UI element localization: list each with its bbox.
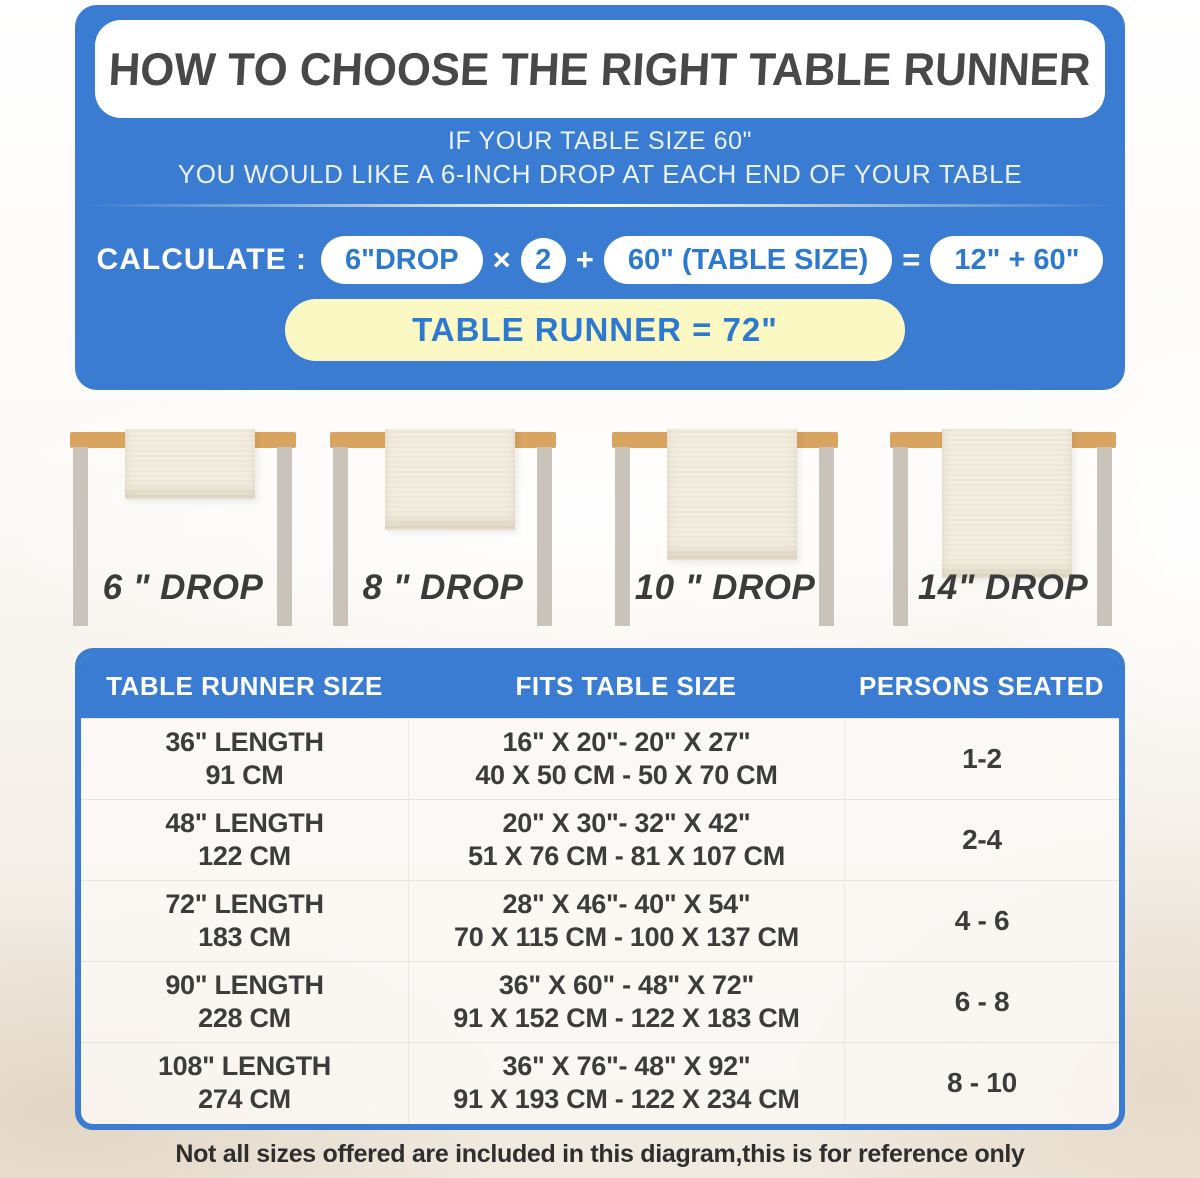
fits-cm: 40 X 50 CM - 50 X 70 CM: [475, 760, 778, 790]
runner-inches: 108" LENGTH: [157, 1051, 331, 1082]
equals-operator: =: [902, 242, 921, 277]
fits-size-cell: [408, 881, 844, 961]
fits-inches: 16" X 20"- 20" X 27": [502, 727, 751, 758]
subtitle-line-2: YOU WOULD LIKE A 6-INCH DROP AT EACH END OF YOUR TABLE: [177, 159, 1023, 189]
runner-inches: 72" LENGTH: [165, 889, 324, 920]
table-row: [81, 718, 1119, 799]
fits-inches: 20" X 30"- 32" X 42": [502, 808, 751, 839]
drop-label: 10 " DROP: [634, 568, 816, 607]
fits-inches: 36" X 60" - 48" X 72": [498, 970, 754, 1001]
fits-size-cell: [408, 962, 844, 1042]
fits-size-cell: [408, 1043, 844, 1123]
drop-illustrations: [0, 420, 1200, 635]
multiplier-circle: 2: [521, 238, 566, 283]
table-figure-8-drop: [330, 420, 556, 633]
table-row: [81, 799, 1119, 880]
hero-panel: [75, 5, 1125, 390]
times-operator: ×: [492, 242, 511, 277]
title-box: [95, 20, 1105, 118]
runner-cloth: [942, 429, 1072, 578]
glow-divider: [83, 204, 1117, 207]
runner-cm: 228 CM: [198, 1003, 291, 1033]
persons-cell: 6 - 8: [844, 962, 1119, 1042]
persons-cell: 1-2: [844, 719, 1119, 799]
size-table-panel: [75, 648, 1125, 1130]
persons-cell: 2-4: [844, 800, 1119, 880]
runner-cm: 274 CM: [198, 1084, 291, 1114]
drop-pill: 6"DROP: [321, 236, 483, 284]
runner-cloth: [385, 429, 515, 530]
result-pill: TABLE RUNNER = 72": [285, 299, 905, 361]
runner-cloth: [667, 429, 797, 560]
fits-inches: 36" X 76"- 48" X 92": [502, 1051, 751, 1082]
persons-cell: 4 - 6: [844, 881, 1119, 961]
header-fits-table-size: FITS TABLE SIZE: [515, 670, 737, 701]
runner-inches: 90" LENGTH: [165, 970, 324, 1001]
fits-size-cell: [408, 800, 844, 880]
runner-size-cell: [81, 1043, 408, 1123]
fits-cm: 91 X 193 CM - 122 X 234 CM: [453, 1084, 800, 1114]
runner-size-cell: [81, 719, 408, 799]
table-row: [81, 880, 1119, 961]
runner-size-cell: [81, 962, 408, 1042]
header-runner-size: TABLE RUNNER SIZE: [106, 670, 383, 701]
table-size-pill: 60" (TABLE SIZE): [604, 236, 892, 284]
table-row: [81, 1042, 1119, 1123]
table-row: [81, 961, 1119, 1042]
fits-size-cell: [408, 719, 844, 799]
runner-inches: 36" LENGTH: [165, 727, 324, 758]
drop-label: 6 " DROP: [102, 568, 264, 607]
fits-cm: 70 X 115 CM - 100 X 137 CM: [454, 922, 799, 952]
persons-cell: 8 - 10: [844, 1043, 1119, 1123]
runner-size-cell: [81, 800, 408, 880]
drop-label: 14" DROP: [917, 568, 1089, 607]
runner-cm: 122 CM: [198, 841, 291, 871]
drop-label: 8 " DROP: [362, 568, 524, 607]
fits-cm: 91 X 152 CM - 122 X 183 CM: [453, 1003, 800, 1033]
table-figure-10-drop: [612, 420, 838, 633]
calculation-row: [75, 235, 1125, 285]
reference-disclaimer: Not all sizes offered are included in this diagram,this is for reference only: [175, 1140, 1025, 1168]
plus-operator: +: [575, 242, 594, 277]
table-figure-6-drop: [70, 420, 296, 633]
calculate-label: CALCULATE :: [96, 243, 307, 276]
header-persons-seated: PERSONS SEATED: [859, 670, 1104, 701]
subtitle-line-1: IF YOUR TABLE SIZE 60": [447, 127, 753, 155]
runner-inches: 48" LENGTH: [165, 808, 324, 839]
table-figure-14-drop: [890, 420, 1116, 633]
page-title: HOW TO CHOOSE THE RIGHT TABLE RUNNER: [107, 43, 1093, 95]
runner-cm: 91 CM: [205, 760, 284, 790]
fits-cm: 51 X 76 CM - 81 X 107 CM: [467, 841, 785, 871]
size-table-header: [81, 654, 1119, 718]
sum-pill: 12" + 60": [930, 236, 1103, 284]
fits-inches: 28" X 46"- 40" X 54": [502, 889, 751, 920]
runner-size-cell: [81, 881, 408, 961]
runner-cloth: [125, 429, 255, 499]
runner-cm: 183 CM: [198, 922, 291, 952]
